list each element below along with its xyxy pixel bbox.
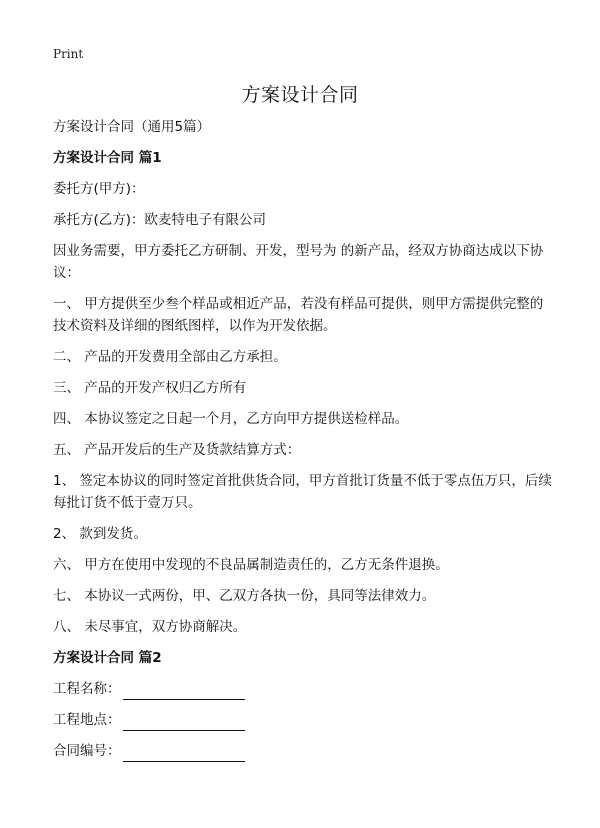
section-heading-1: 方案设计合同 篇1 [53, 150, 162, 166]
field-label: 合同编号： [53, 743, 121, 759]
clause-8: 八、 未尽事宜，双方协商解决。 [53, 619, 247, 635]
field-label: 工程地点： [53, 712, 121, 728]
field-label: 工程名称： [53, 681, 121, 697]
clause-1: 一、 甲方提供至少叁个样品或相近产品，若没有样品可提供，则甲方需提供完整的技术资料及详细的图纸图样，以作为开发依据。 [53, 296, 544, 334]
clause-4: 四、 本协议签定之日起一个月，乙方向甲方提供送检样品。 [53, 411, 409, 427]
clause-5-item-2: 2、 款到发货。 [53, 526, 147, 542]
clause-2: 二、 产品的开发费用全部由乙方承担。 [53, 349, 287, 365]
clause-7: 七、 本协议一式两份，甲、乙双方各执一份，具同等法律效力。 [53, 588, 436, 604]
agreement-intro: 因业务需要，甲方委托乙方研制、开发，型号为 的新产品，经双方协商达成以下协议： [53, 243, 544, 281]
clause-6: 六、 甲方在使用中发现的不良品属制造责任的，乙方无条件退换。 [53, 557, 449, 573]
field-project-location [53, 709, 553, 731]
clients-party-b: 承托方(乙方)：欧麦特电子有限公司 [53, 212, 267, 228]
clause-3: 三、 产品的开发产权归乙方所有 [53, 380, 247, 396]
section-heading-2: 方案设计合同 篇2 [53, 650, 162, 666]
clause-5-item-1: 1、 签定本协议的同时签定首批供货合同，甲方首批订货量不低于零点伍万只，后续每批订货不低于壹万只。 [53, 473, 552, 511]
field-project-name [53, 678, 553, 700]
clause-5: 五、 产品开发后的生产及货款结算方式： [53, 442, 301, 458]
field-contract-number [53, 740, 553, 762]
document-body [53, 116, 553, 771]
blank-line [123, 714, 245, 731]
print-link[interactable]: Print [53, 47, 84, 61]
blank-line [123, 683, 245, 700]
blank-line [123, 745, 245, 762]
document-title: 方案设计合同 [241, 84, 359, 106]
clients-party-a: 委托方(甲方)： [53, 181, 145, 197]
document-subtitle: 方案设计合同（通用5篇） [53, 119, 211, 135]
